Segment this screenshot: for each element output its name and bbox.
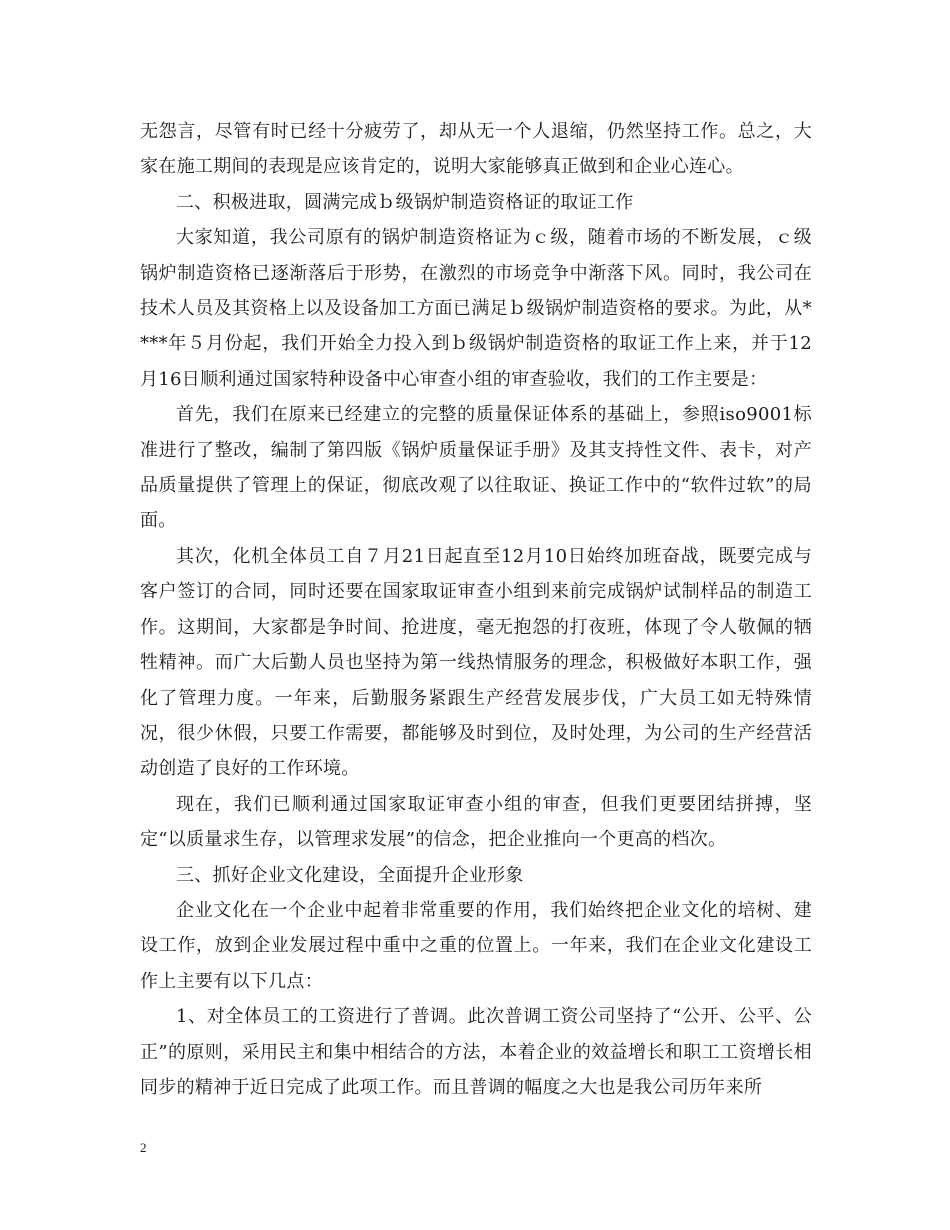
document-body	[140, 114, 812, 1105]
paragraph-current-status: 现在，我们已顺利通过国家取证审查小组的审查，但我们更要团结拼搏，坚定“以质量求生存，以管理求发展”的信念，把企业推向一个更高的档次。	[140, 793, 812, 851]
section-heading-3: 三、抓好企业文化建设，全面提升企业形象	[176, 864, 524, 886]
paragraph-b-level-intro: 大家知道，我公司原有的锅炉制造资格证为ｃ级，随着市场的不断发展，ｃ级锅炉制造资格已逐渐落后于形势，在激烈的市场竞争中渐落下风。同时，我公司在技术人员及其资格上以及设备加工方面已满足ｂ级锅炉制造资格的要求。为此，从****年５月份起，我们开始全力投入到ｂ级锅炉制造资格的取证工作上来，并于12月16日顺利通过国家特种设备中心审查小组的审查验收，我们的工作主要是：	[140, 227, 812, 390]
paragraph-continuation: 无怨言，尽管有时已经十分疲劳了，却从无一个人退缩，仍然坚持工作。总之，大家在施工期间的表现是应该肯定的，说明大家能够真正做到和企业心连心。	[140, 121, 812, 178]
paragraph-second-measure: 其次，化机全体员工自７月21日起直至12月10日始终加班奋战，既要完成与客户签订的合同，同时还要在国家取证审查小组到来前完成锅炉试制样品的制造工作。这期间，大家都是争时间、抢进度，毫无抱怨的打夜班，体现了令人敬佩的牺牲精神。而广大后勤人员也坚持为第一线热情服务的理念，积极做好本职工作，强化了管理力度。一年来，后勤服务紧跟生产经营发展步伐，广大员工如无特殊情况，很少休假，只要工作需要，都能够及时到位，及时处理，为公司的生产经营活动创造了良好的工作环境。	[140, 545, 812, 780]
paragraph-culture-intro: 企业文化在一个企业中起着非常重要的作用，我们始终把企业文化的培树、建设工作，放到企业发展过程中重中之重的位置上。一年来，我们在企业文化建设工作上主要有以下几点：	[140, 899, 812, 992]
paragraph-salary-adjustment: 1、对全体员工的工资进行了普调。此次普调工资公司坚持了“公开、公平、公正”的原则，采用民主和集中相结合的方法，本着企业的效益增长和职工工资增长相同步的精神于近日完成了此项工作。而且普调的幅度之大也是我公司历年来所	[140, 1006, 812, 1098]
section-heading-2: 二、积极进取，圆满完成ｂ级锅炉制造资格证的取证工作	[176, 191, 634, 213]
paragraph-first-measure: 首先，我们在原来已经建立的完整的质量保证体系的基础上，参照iso9001标准进行了整改，编制了第四版《锅炉质量保证手册》及其支持性文件、表卡，对产品质量提供了管理上的保证，彻底改观了以往取证、换证工作中的“软件过软”的局面。	[140, 404, 812, 532]
page-number: 2	[140, 1140, 147, 1155]
